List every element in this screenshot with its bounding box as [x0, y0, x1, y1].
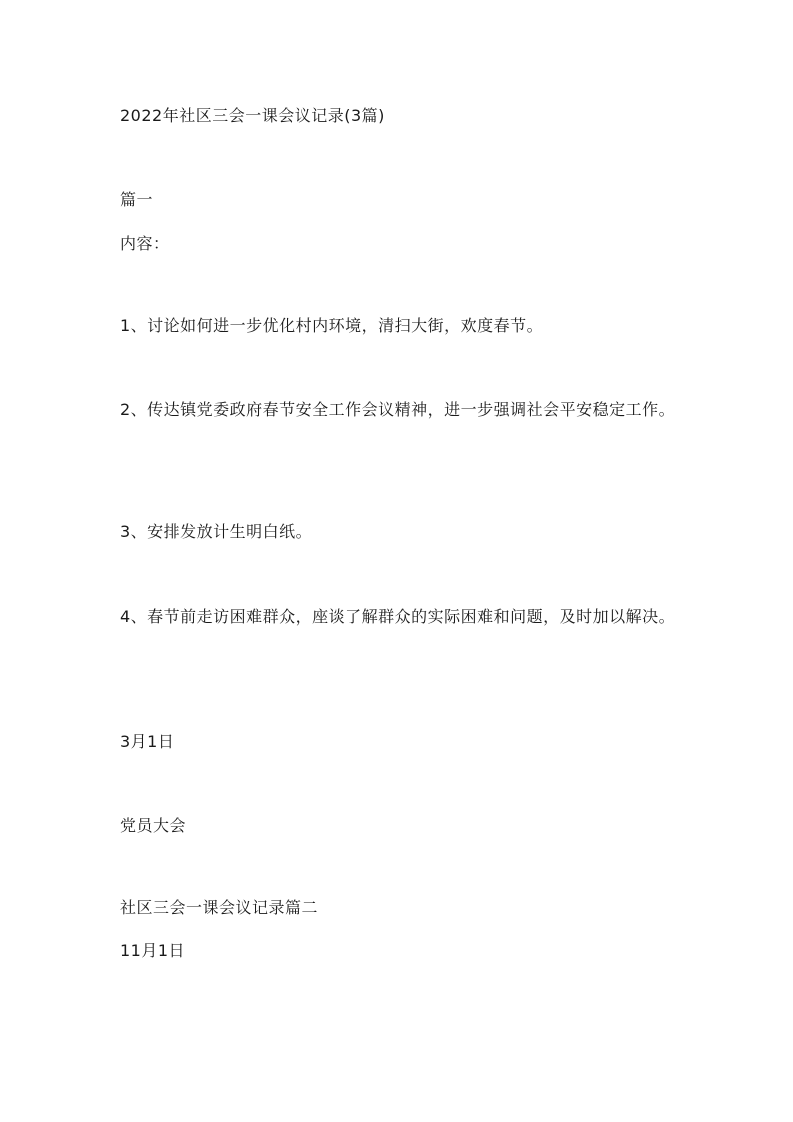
section1-heading: 篇一 [120, 190, 154, 209]
meeting-type: 党员大会 [120, 816, 187, 835]
list-item: 1、讨论如何进一步优化村内环境，清扫大街，欢度春节。 [120, 316, 544, 335]
list-item: 4、春节前走访困难群众，座谈了解群众的实际困难和问题，及时加以解决。 [120, 607, 676, 626]
section2-date: 11月1日 [120, 941, 186, 960]
content-label: 内容： [120, 234, 170, 253]
list-item: 2、传达镇党委政府春节安全工作会议精神，进一步强调社会平安稳定工作。 [120, 400, 676, 419]
section2-heading: 社区三会一课会议记录篇二 [120, 898, 319, 917]
meeting-date: 3月1日 [120, 732, 175, 751]
document-title: 2022年社区三会一课会议记录(3篇) [120, 106, 385, 125]
list-item: 3、安排发放计生明白纸。 [120, 522, 313, 541]
